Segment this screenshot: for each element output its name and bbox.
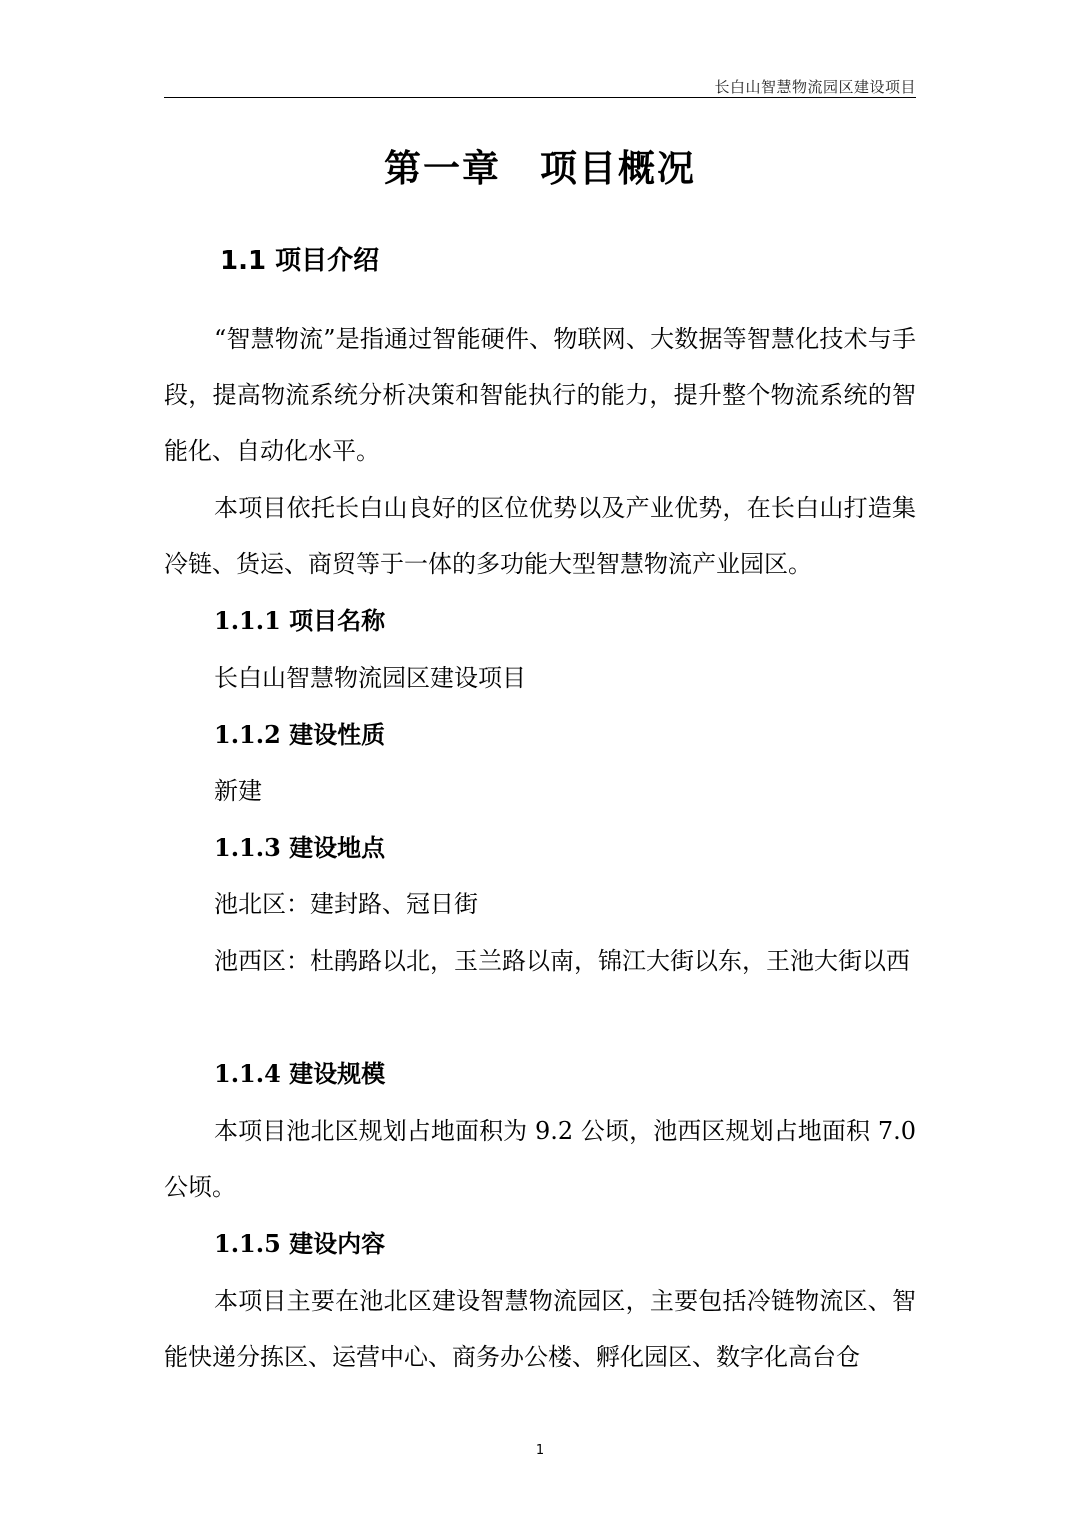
construction-nature-text: 新建	[214, 777, 262, 805]
subsection-heading-scale: 1.1.4 建设规模	[214, 1059, 386, 1088]
construction-scale-text: 本项目池北区规划占地面积为 9.2 公顷，池西区规划占地面积 7.0 公顷。	[164, 1117, 916, 1201]
header-divider	[164, 97, 916, 98]
subsection-heading-location: 1.1.3 建设地点	[214, 833, 386, 862]
subsection-heading-name: 1.1.1 项目名称	[214, 606, 386, 635]
chapter-title: 第一章 项目概况	[384, 147, 696, 190]
subsection-heading-content: 1.1.5 建设内容	[214, 1229, 386, 1258]
construction-content-text: 本项目主要在池北区建设智慧物流园区，主要包括冷链物流区、智能快递分拣区、运营中心、商务办公楼、孵化园区、数字化高台仓	[164, 1287, 916, 1371]
location-chibei-text: 池北区：建封路、冠日街	[214, 890, 478, 918]
subsection-heading-nature: 1.1.2 建设性质	[214, 720, 386, 749]
intro-paragraph-2: 本项目依托长白山良好的区位优势以及产业优势，在长白山打造集冷链、货运、商贸等于一体的多功能大型智慧物流产业园区。	[164, 494, 916, 578]
page-number: 1	[535, 1443, 545, 1458]
section-title: 1.1 项目介绍	[220, 246, 380, 276]
running-header: 长白山智慧物流园区建设项目	[714, 78, 916, 96]
intro-paragraph-1: “智慧物流”是指通过智能硬件、物联网、大数据等智慧化技术与手段，提高物流系统分析决策和智能执行的能力，提升整个物流系统的智能化、自动化水平。	[164, 325, 916, 465]
location-chixi-text: 池西区：杜鹃路以北，玉兰路以南，锦江大街以东，王池大街以西	[214, 947, 910, 975]
project-name-text: 长白山智慧物流园区建设项目	[214, 664, 526, 692]
